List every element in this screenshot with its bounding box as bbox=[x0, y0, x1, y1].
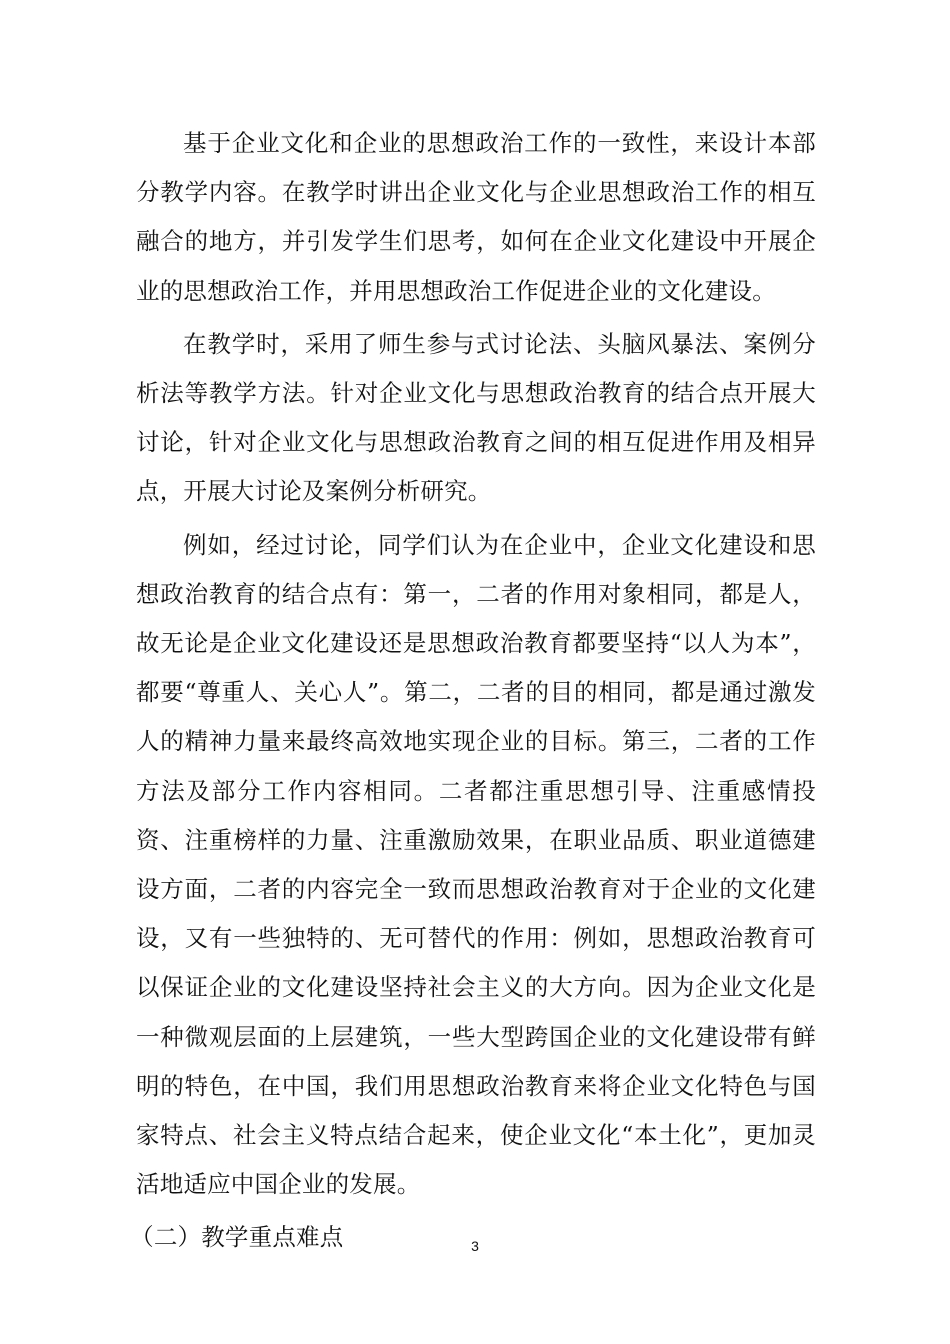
paragraph-3: 例如，经过讨论，同学们认为在企业中，企业文化建设和思想政治教育的结合点有：第一，二者的作用对象相同，都是人，故无论是企业文化建设还是思想政治教育都要坚持“以人为本”，都要“尊重人、关心人”。第二，二者的目的相同，都是通过激发人的精神力量来最终高效地实现企业的目标。第三，二者的工作方法及部分工作内容相同。二者都注重思想引导、注重感情投资、注重榜样的力量、注重激励效果，在职业品质、职业道德建设方面，二者的内容完全一致而思想政治教育对于企业的文化建设，又有一些独特的、无可替代的作用：例如，思想政治教育可以保证企业的文化建设坚持社会主义的大方向。因为企业文化是一种微观层面的上层建筑，一些大型跨国企业的文化建设带有鲜明的特色，在中国，我们用思想政治教育来将企业文化特色与国家特点、社会主义特点结合起来，使企业文化“本土化”，更加灵活地适应中国企业的发展。 bbox=[136, 530, 816, 1199]
paragraph-2: 在教学时，采用了师生参与式讨论法、头脑风暴法、案例分析法等教学方法。针对企业文化与思想政治教育的结合点开展大讨论，针对企业文化与思想政治教育之间的相互促进作用及相异点，开展大讨论及案例分析研究。 bbox=[136, 329, 816, 506]
section-heading: （二）教学重点难点 bbox=[130, 1223, 344, 1252]
paragraph-1: 基于企业文化和企业的思想政治工作的一致性，来设计本部分教学内容。在教学时讲出企业文化与企业思想政治工作的相互融合的地方，并引发学生们思考，如何在企业文化建设中开展企业的思想政治工作，并用思想政治工作促进企业的文化建设。 bbox=[136, 129, 816, 305]
page-number: 3 bbox=[471, 1238, 479, 1254]
document-body bbox=[130, 119, 816, 1263]
